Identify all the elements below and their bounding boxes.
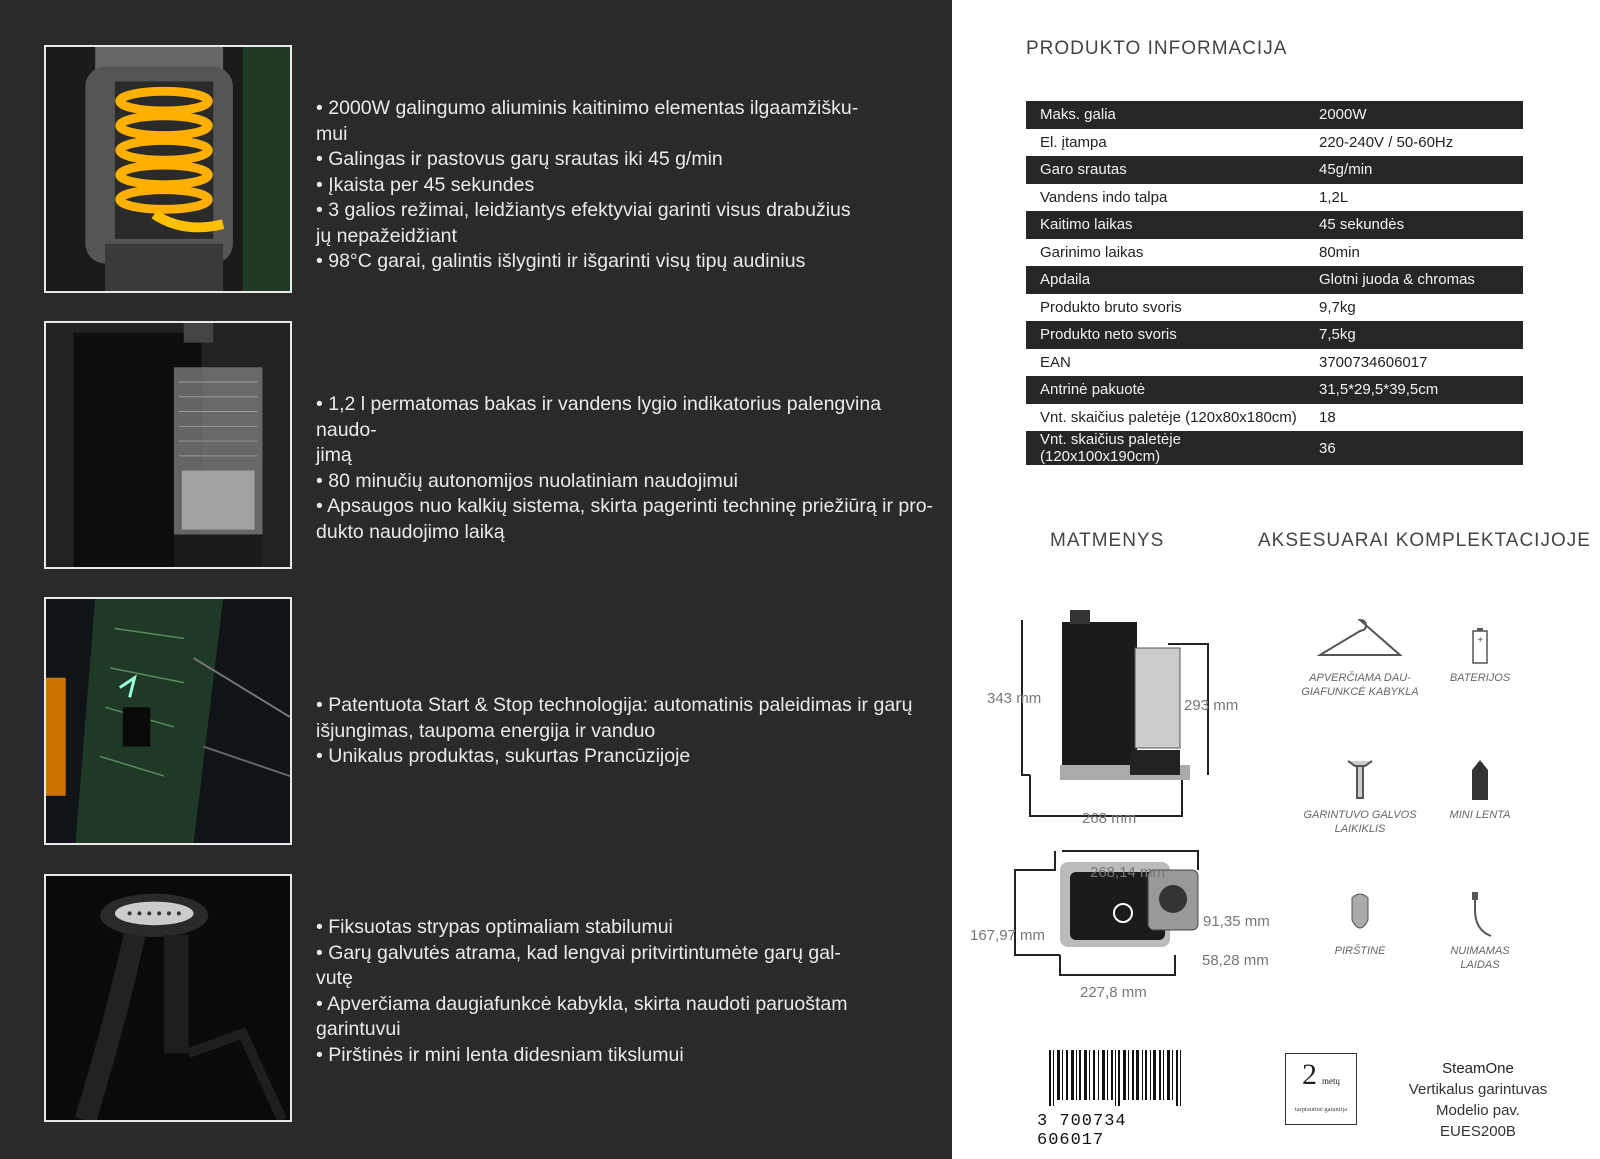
dim-tank-width: 91,35 mm <box>1203 913 1270 930</box>
accessory-glove: PIRŠTINĖ <box>1290 890 1430 958</box>
dim-tank-depth: 58,28 mm <box>1202 952 1269 969</box>
dim-top-depth: 167,97 mm <box>970 927 1046 944</box>
cable-icon <box>1465 890 1495 938</box>
glove-icon <box>1348 890 1372 938</box>
accessory-head-holder: GARINTUVO GALVOS LAIKIKLIS <box>1290 758 1430 836</box>
dim-body-width: 227,8 mm <box>1080 984 1147 1001</box>
table-row: Vnt. skaičius paletėje (120x80x180cm) 18 <box>1026 404 1523 432</box>
model-number: EUES200B <box>1440 1123 1516 1140</box>
svg-text:+: + <box>1477 635 1483 646</box>
heating-element-photo <box>44 45 292 293</box>
accessories-title: AKSESUARAI KOMPLEKTACIJOJE <box>1258 530 1591 551</box>
table-row: Vandens indo talpa 1,2L <box>1026 184 1523 212</box>
accessory-hanger: APVERČIAMA DAU- GIAFUNKCĖ KABYKLA <box>1290 615 1430 699</box>
table-row: Produkto neto svoris 7,5kg <box>1026 321 1523 349</box>
table-row: Garinimo laikas 80min <box>1026 239 1523 267</box>
table-row: EAN 3700734606017 <box>1026 349 1523 377</box>
dim-tank-height: 293 mm <box>1184 697 1239 714</box>
warranty-number: 2 <box>1302 1058 1317 1091</box>
dimensions-title: MATMENYS <box>1050 530 1165 551</box>
product-summary <box>1398 1058 1558 1142</box>
hanger-icon <box>1310 615 1410 665</box>
product-name: Vertikalus garintuvas <box>1408 1081 1548 1098</box>
warranty-text: tarptautinė garantija <box>1294 1106 1348 1113</box>
steamer-head-photo <box>44 874 292 1122</box>
accessory-cable: NUIMAMAS LAIDAS <box>1430 890 1530 972</box>
dim-side-height: 343 mm <box>987 690 1042 707</box>
battery-icon <box>1470 627 1490 665</box>
dim-base-width: 268 mm <box>1082 810 1137 827</box>
feature-1-text: • 2000W galingumo aliuminis kaitinimo elementas ilgaamžišku- mui • Galingas ir pastovus garų srautas iki 45 g/min • Įkaista per 45 sekundes • 3 galios režimai, leidžiantys efektyviai garinti visus drabužius jų nepažeidžiant • 98°C garai, galintis išlyginti ir išgarinti visų tipų audinius <box>316 97 859 272</box>
table-row: Garo srautas 45g/min <box>1026 156 1523 184</box>
product-info-title: PRODUKTO INFORMACIJA <box>1026 38 1288 59</box>
barcode-digits: 3 700734 606017 <box>1037 1112 1127 1150</box>
spec-table <box>1026 101 1523 465</box>
dim-top-width: 268,14 mm <box>1090 864 1166 881</box>
head-holder-icon <box>1345 758 1375 802</box>
accessory-mini-board: MINI LENTA <box>1430 758 1530 822</box>
accessory-battery: + BATERIJOS <box>1430 627 1530 685</box>
brand-name: SteamOne <box>1442 1060 1514 1077</box>
barcode <box>1045 1050 1195 1116</box>
table-row: Apdaila Glotni juoda & chromas <box>1026 266 1523 294</box>
warranty-unit: metų <box>1322 1076 1340 1086</box>
table-row: Maks. galia 2000W <box>1026 101 1523 129</box>
water-tank-photo <box>44 321 292 569</box>
feature-4-text: • Fiksuotas strypas optimaliam stabilumui • Garų galvutės atrama, kad lengvai pritvirtintumėte garų gal- vutę • Apverčiama daugiafunkcė kabykla, skirta naudoti paruoštam garintuvui • Pirštinės ir mini lenta didesniam tikslumui <box>316 916 848 1066</box>
table-row: El. įtampa 220-240V / 50-60Hz <box>1026 129 1523 157</box>
table-row: Vnt. skaičius paletėje (120x100x190cm) 36 <box>1026 431 1523 465</box>
table-row: Antrinė pakuotė 31,5*29,5*39,5cm <box>1026 376 1523 404</box>
feature-2-text: • 1,2 l permatomas bakas ir vandens lygio indikatorius palengvina naudo- jimą • 80 minučių autonomijos nuolatiniam naudojimui • Apsaugos nuo kalkių sistema, skirta pagerinti techninę priežiūrą ir pro- dukto naudojimo laiką <box>316 393 934 543</box>
table-row: Kaitimo laikas 45 sekundės <box>1026 211 1523 239</box>
feature-3-text: • Patentuota Start & Stop technologija: automatinis paleidimas ir garų išjungimas, taupoma energija ir vanduo • Unikalus produktas, sukurtas Prancūzijoje <box>316 694 913 767</box>
table-row: Produkto bruto svoris 9,7kg <box>1026 294 1523 322</box>
model-label: Modelio pav. <box>1436 1102 1520 1119</box>
warranty-badge <box>1285 1053 1357 1125</box>
circuit-board-photo <box>44 597 292 845</box>
mini-board-icon <box>1470 758 1490 802</box>
